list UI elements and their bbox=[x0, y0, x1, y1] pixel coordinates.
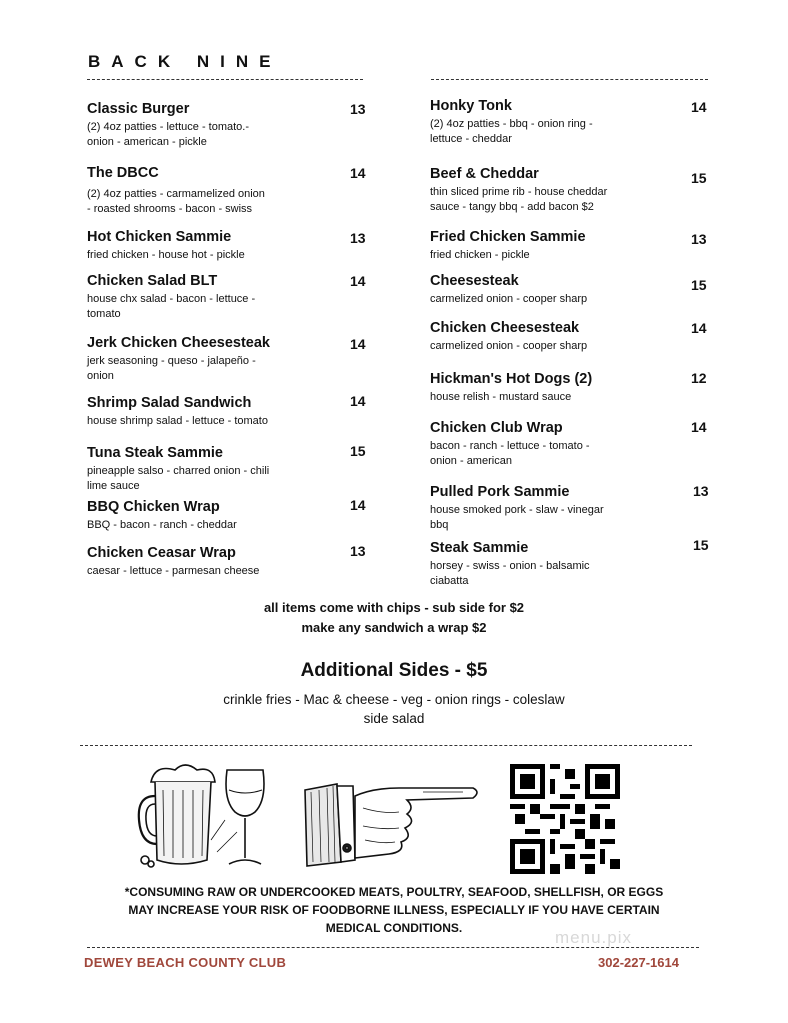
item-price: 14 bbox=[691, 320, 707, 336]
item-description: caesar - lettuce - parmesan cheese bbox=[87, 565, 260, 577]
menu-item bbox=[87, 335, 337, 383]
item-description: house relish - mustard sauce bbox=[430, 391, 572, 403]
item-price: 14 bbox=[350, 165, 366, 181]
item-description: fried chicken - house hot - pickle bbox=[87, 249, 245, 261]
menu-item bbox=[430, 420, 680, 468]
item-description: jerk seasoning - queso - jalapeño - onion bbox=[87, 355, 256, 382]
menu-item bbox=[87, 445, 337, 493]
item-price: 15 bbox=[350, 443, 366, 459]
footer-phone: 302-227-1614 bbox=[598, 955, 679, 970]
item-price: 14 bbox=[350, 336, 366, 352]
item-price: 13 bbox=[350, 101, 366, 117]
item-name: Cheesesteak bbox=[430, 273, 519, 289]
item-name: Beef & Cheddar bbox=[430, 166, 539, 182]
watermark: menu.pix bbox=[555, 928, 632, 947]
item-price: 12 bbox=[691, 370, 707, 386]
item-name: Pulled Pork Sammie bbox=[430, 484, 570, 500]
item-price: 15 bbox=[691, 277, 707, 293]
item-name: Hickman's Hot Dogs (2) bbox=[430, 371, 593, 387]
sides-list-extra: side salad bbox=[363, 711, 425, 726]
item-description: bacon - ranch - lettuce - tomato - onion - american bbox=[430, 440, 590, 467]
item-description: (2) 4oz patties - bbq - onion ring - lettuce - cheddar bbox=[430, 118, 593, 145]
sides-list: crinkle fries - Mac & cheese - veg - onion rings - coleslaw bbox=[223, 692, 565, 707]
item-description: house smoked pork - slaw - vinegar bbq bbox=[430, 504, 604, 531]
item-description: thin sliced prime rib - house cheddar sauce - tangy bbq - add bacon $2 bbox=[430, 186, 608, 213]
item-name: Chicken Ceasar Wrap bbox=[87, 545, 236, 561]
menu-item bbox=[430, 98, 680, 146]
wrap-note: make any sandwich a wrap $2 bbox=[301, 620, 487, 635]
menu-item bbox=[87, 273, 337, 321]
menu-item bbox=[430, 166, 680, 214]
item-name: Shrimp Salad Sandwich bbox=[87, 395, 252, 411]
food-safety-disclaimer: *CONSUMING RAW OR UNDERCOOKED MEATS, POULTRY, SEAFOOD, SHELLFISH, OR EGGS MAY INCREASE YOUR RISK OF FOODBORNE ILLNESS, ESPECIALLY IF YOU HAVE CERTAIN MEDICAL CONDITIONS. bbox=[124, 885, 664, 935]
item-name: The DBCC bbox=[87, 165, 159, 181]
item-price: 13 bbox=[350, 230, 366, 246]
item-description: BBQ - bacon - ranch - cheddar bbox=[87, 519, 237, 531]
item-description: pineapple salso - charred onion - chili lime sauce bbox=[87, 465, 270, 492]
item-price: 13 bbox=[691, 231, 707, 247]
item-description: (2) 4oz patties - lettuce - tomato.- onion - american - pickle bbox=[87, 121, 250, 148]
item-price: 14 bbox=[691, 419, 707, 435]
menu-item bbox=[87, 499, 337, 533]
section-title: BACK NINE bbox=[88, 52, 282, 71]
menu-item bbox=[87, 545, 337, 579]
item-price: 13 bbox=[350, 543, 366, 559]
menu-item bbox=[430, 540, 680, 588]
item-price: 14 bbox=[350, 393, 366, 409]
item-name: Chicken Club Wrap bbox=[430, 420, 563, 436]
menu-item bbox=[87, 229, 337, 263]
footer-divider bbox=[87, 947, 699, 948]
menu-item bbox=[430, 229, 680, 263]
menu-item bbox=[87, 395, 337, 429]
item-name: Chicken Cheesesteak bbox=[430, 320, 580, 336]
item-description: house shrimp salad - lettuce - tomato bbox=[87, 415, 268, 427]
item-name: Fried Chicken Sammie bbox=[430, 229, 586, 245]
item-price: 13 bbox=[693, 483, 709, 499]
item-name: Tuna Steak Sammie bbox=[87, 445, 223, 461]
item-name: Classic Burger bbox=[87, 101, 190, 117]
item-description: horsey - swiss - onion - balsamic ciabatta bbox=[430, 560, 590, 587]
item-name: Steak Sammie bbox=[430, 540, 529, 556]
item-price: 15 bbox=[693, 537, 709, 553]
beer-wine-illustration bbox=[133, 760, 273, 872]
chips-note: all items come with chips - sub side for $2 bbox=[263, 600, 525, 615]
menu-item bbox=[430, 371, 680, 405]
item-name: Hot Chicken Sammie bbox=[87, 229, 232, 245]
item-description: carmelized onion - cooper sharp bbox=[430, 293, 588, 305]
item-description: fried chicken - pickle bbox=[430, 249, 530, 261]
item-name: Chicken Salad BLT bbox=[87, 273, 218, 289]
qr-code bbox=[510, 764, 620, 874]
item-name: BBQ Chicken Wrap bbox=[87, 499, 220, 515]
sides-title: Additional Sides - $5 bbox=[300, 660, 488, 681]
menu-item bbox=[87, 101, 337, 149]
item-name: Honky Tonk bbox=[430, 98, 512, 114]
item-name: Jerk Chicken Cheesesteak bbox=[87, 335, 270, 351]
item-price: 14 bbox=[350, 497, 366, 513]
menu-item bbox=[430, 320, 680, 354]
menu-item bbox=[430, 484, 680, 532]
right-divider bbox=[431, 79, 708, 80]
menu-item bbox=[87, 165, 337, 216]
item-description: house chx salad - bacon - lettuce - tomato bbox=[87, 293, 256, 320]
menu-item bbox=[430, 273, 680, 307]
footer-club-name: DEWEY BEACH COUNTY CLUB bbox=[84, 955, 287, 970]
left-divider bbox=[87, 79, 363, 80]
pointing-hand-illustration bbox=[303, 778, 483, 868]
item-price: 14 bbox=[691, 99, 707, 115]
item-description: (2) 4oz patties - carmamelized onion - roasted shrooms - bacon - swiss bbox=[87, 188, 265, 215]
item-price: 15 bbox=[691, 170, 707, 186]
item-description: carmelized onion - cooper sharp bbox=[430, 340, 588, 352]
art-divider bbox=[80, 745, 692, 746]
item-price: 14 bbox=[350, 273, 366, 289]
